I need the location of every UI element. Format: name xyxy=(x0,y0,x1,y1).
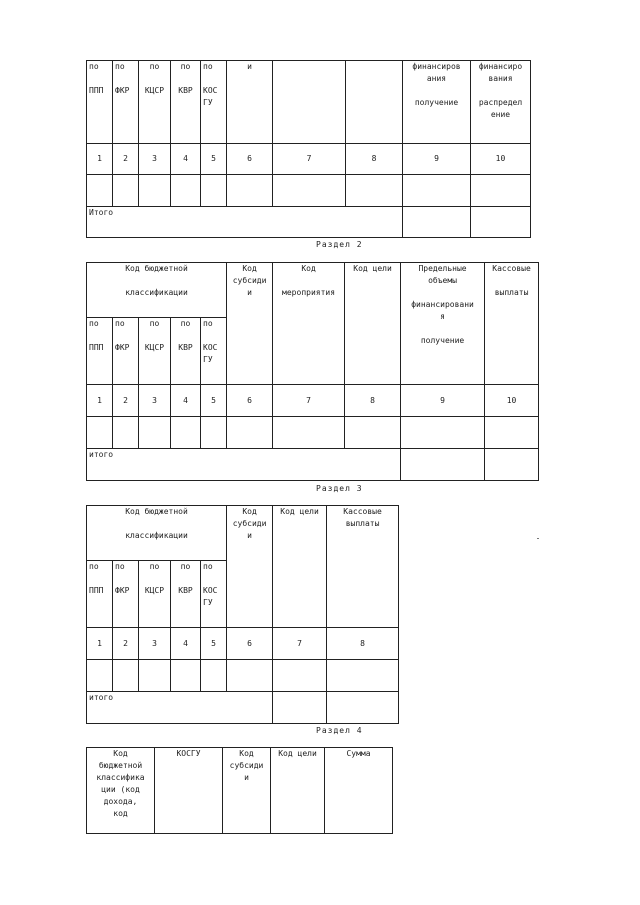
cash-payments-header: Кассовые выплаты xyxy=(327,506,399,628)
goal-code-header: Код цели xyxy=(273,506,327,628)
header-cell xyxy=(273,61,346,144)
column-number-row xyxy=(87,385,539,417)
kbk-header: Код бюджетной классификации xyxy=(87,506,227,561)
column-number: 6 xyxy=(227,144,273,175)
column-number: 5 xyxy=(201,385,227,417)
column-number-row xyxy=(87,144,531,175)
column-number: 6 xyxy=(227,385,273,417)
table-section-1 xyxy=(86,60,531,238)
table-section-4 xyxy=(86,747,393,834)
column-number: 3 xyxy=(139,385,171,417)
goal-code-header: Код цели xyxy=(271,748,325,834)
kbk-header: Код бюджетной классификации xyxy=(87,263,227,318)
column-number: 7 xyxy=(273,628,327,660)
section-caption-4: Раздел 4 xyxy=(316,726,363,735)
total-label: Итого xyxy=(87,207,403,238)
column-number: 4 xyxy=(171,628,201,660)
table-row xyxy=(87,417,539,449)
event-code-header: Код мероприятия xyxy=(273,263,345,385)
column-number: 3 xyxy=(139,628,171,660)
column-number: 6 xyxy=(227,628,273,660)
section-caption-2: Раздел 2 xyxy=(316,240,363,249)
column-number: 1 xyxy=(87,628,113,660)
total-row xyxy=(87,207,531,238)
header-cell-financing-received: финансиров ания получение xyxy=(403,61,471,144)
column-number: 9 xyxy=(401,385,485,417)
column-number: 1 xyxy=(87,144,113,175)
column-number: 3 xyxy=(139,144,171,175)
table-section-2 xyxy=(86,262,539,481)
subsidy-code-header: Код субсиди и xyxy=(223,748,271,834)
subsidy-code-header: Код субсиди и xyxy=(227,506,273,628)
column-number: 10 xyxy=(471,144,531,175)
kbk-income-header: Код бюджетной классифика ции (код дохода, код xyxy=(87,748,155,834)
header-cell-financing-distributed: финансиро вания распредел ение xyxy=(471,61,531,144)
total-label: итого xyxy=(87,692,273,724)
column-number: 4 xyxy=(171,144,201,175)
subheader-cell: по КЦСР xyxy=(139,61,171,144)
subsidy-code-header: Код субсиди и xyxy=(227,263,273,385)
section-caption-3: Раздел 3 xyxy=(316,484,363,493)
subheader-cell: по КВР xyxy=(171,561,201,628)
total-label: итого xyxy=(87,449,401,481)
column-number: 2 xyxy=(113,144,139,175)
subheader-cell: по КОС ГУ xyxy=(201,561,227,628)
column-number: 8 xyxy=(327,628,399,660)
scan-speck xyxy=(537,538,539,539)
subheader-cell: по ППП xyxy=(87,318,113,385)
column-number: 2 xyxy=(113,628,139,660)
subheader-cell: по КЦСР xyxy=(139,561,171,628)
subheader-cell: по КВР xyxy=(171,318,201,385)
total-row xyxy=(87,449,539,481)
column-number: 7 xyxy=(273,144,346,175)
column-number: 2 xyxy=(113,385,139,417)
cash-payments-header: Кассовые выплаты xyxy=(485,263,539,385)
subheader-cell: по КОС ГУ xyxy=(201,61,227,144)
subheader-cell: по КОС ГУ xyxy=(201,318,227,385)
subheader-cell: по ФКР xyxy=(113,561,139,628)
subheader-cell: по ФКР xyxy=(113,318,139,385)
table-row xyxy=(87,175,531,207)
column-number: 7 xyxy=(273,385,345,417)
subheader-cell: по КЦСР xyxy=(139,318,171,385)
table-section-3 xyxy=(86,505,399,724)
column-number: 8 xyxy=(345,385,401,417)
column-number: 5 xyxy=(201,628,227,660)
kosgu-header: КОСГУ xyxy=(155,748,223,834)
column-number-row xyxy=(87,628,399,660)
financing-limits-header: Предельные объемы финансировани я получение xyxy=(401,263,485,385)
column-number: 4 xyxy=(171,385,201,417)
subheader-cell: по КВР xyxy=(171,61,201,144)
subheader-cell: по ППП xyxy=(87,61,113,144)
table-row xyxy=(87,660,399,692)
sum-header: Сумма xyxy=(325,748,393,834)
column-number: 9 xyxy=(403,144,471,175)
subheader-cell: по ППП xyxy=(87,561,113,628)
header-cell: и xyxy=(227,61,273,144)
column-number: 1 xyxy=(87,385,113,417)
column-number: 5 xyxy=(201,144,227,175)
goal-code-header: Код цели xyxy=(345,263,401,385)
header-cell xyxy=(346,61,403,144)
column-number: 8 xyxy=(346,144,403,175)
subheader-cell: по ФКР xyxy=(113,61,139,144)
column-number: 10 xyxy=(485,385,539,417)
total-row xyxy=(87,692,399,724)
